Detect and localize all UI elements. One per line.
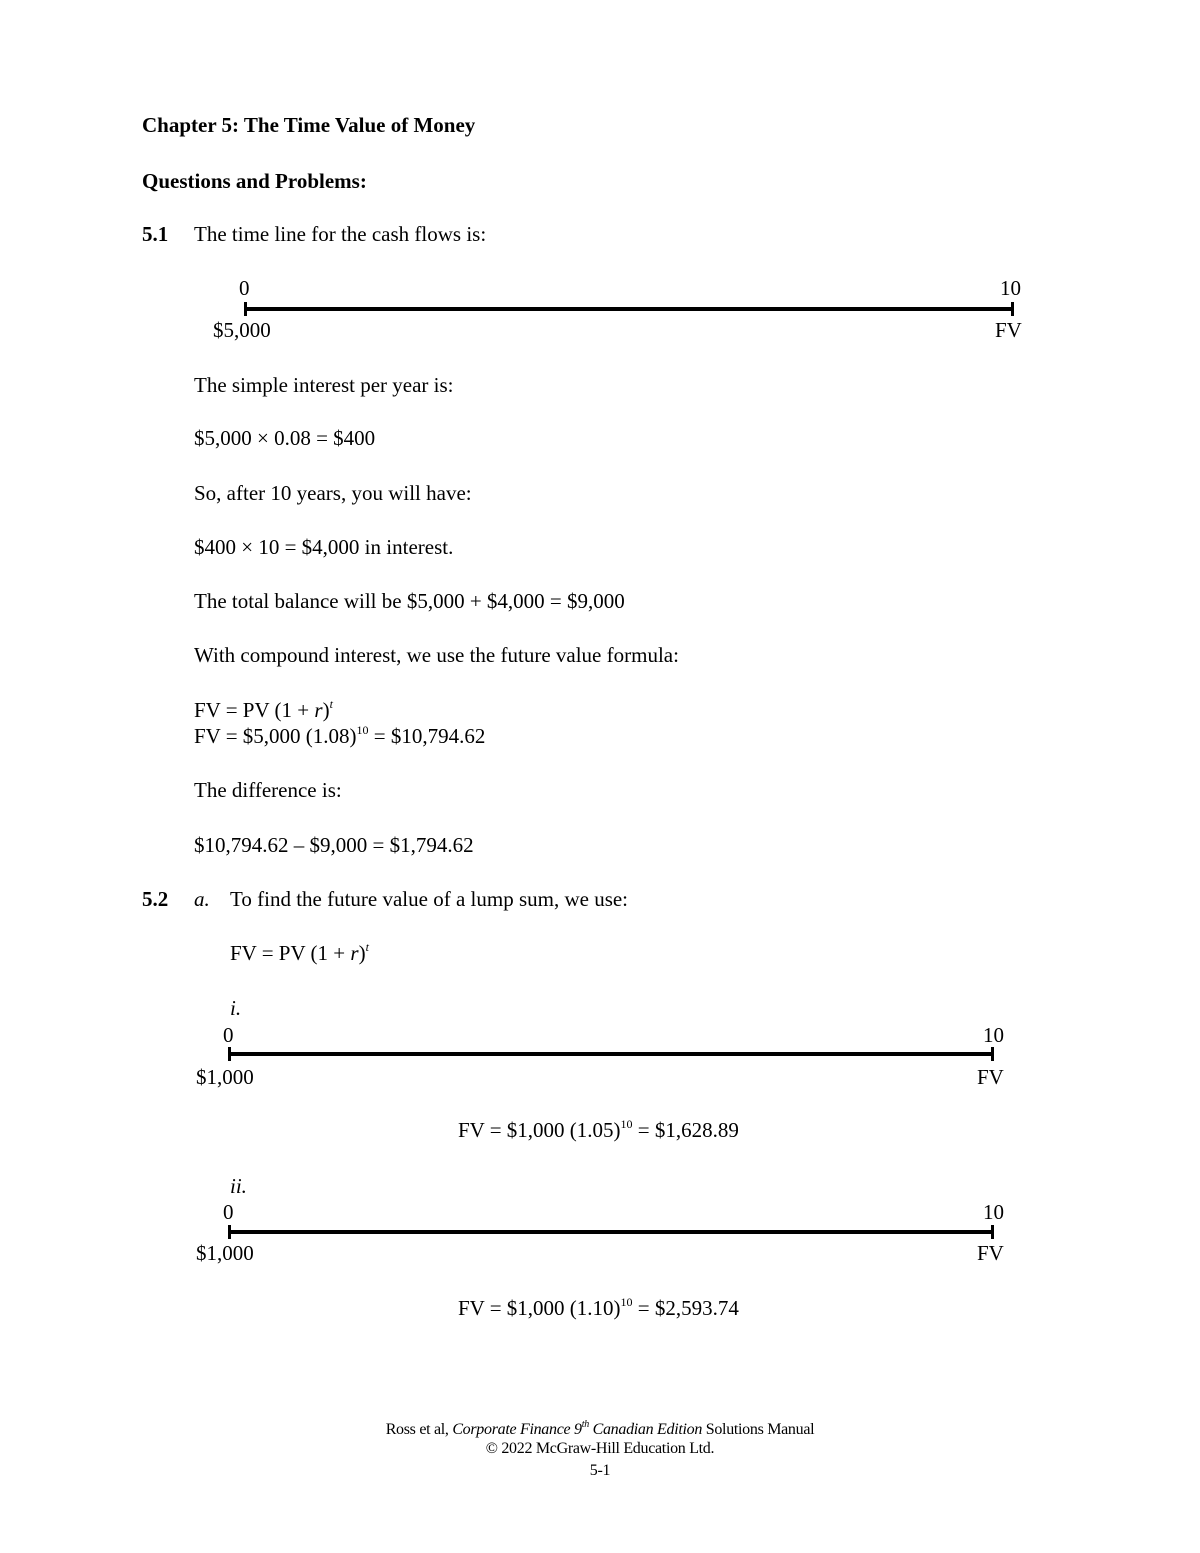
footer-citation: Ross et al, Corporate Finance 9th Canadian Edition Solutions Manual (385, 1419, 815, 1438)
total-balance-text: The total balance will be $5,000 + $4,000 = $9,000 (194, 589, 625, 613)
timeline-start-period: 0 (239, 276, 250, 300)
fv-formula: FV = PV $(1 + r)^t$ (194, 697, 333, 722)
timeline-start-tick (228, 1225, 231, 1239)
timeline-end-period: 10 (1000, 276, 1021, 300)
fv-compound-calc: FV = $5,000 $(1.08)^{10}$ = $10,794.62 (194, 723, 486, 748)
timeline-end-tick (1011, 302, 1014, 316)
timeline-end-period: 10 (983, 1023, 1004, 1047)
after-years-label: So, after 10 years, you will have: (194, 481, 472, 505)
timeline-bar (245, 307, 1014, 311)
problem-number-5-1: 5.1 (142, 222, 169, 246)
timeline-start-tick (244, 302, 247, 316)
simple-interest-label: The simple interest per year is: (194, 373, 454, 397)
chapter-title: Chapter 5: The Time Value of Money (142, 113, 476, 137)
timeline-start-period: 0 (223, 1200, 234, 1224)
timeline-end-tick (991, 1047, 994, 1061)
difference-label: The difference is: (194, 778, 342, 802)
case-i-calc: FV = $1,000 $(1.05)^{10}$ = $1,628.89 (458, 1117, 739, 1142)
timeline-start-value: $1,000 (196, 1241, 254, 1265)
timeline-bar (229, 1230, 994, 1234)
compound-interest-text: With compound interest, we use the future value formula: (194, 643, 679, 667)
problem-5-2-part: a. (194, 887, 210, 911)
page-number: 5-1 (589, 1462, 611, 1479)
timeline-bar (229, 1052, 994, 1056)
timeline-start-value: $5,000 (213, 318, 271, 342)
timeline-end-value: FV (977, 1065, 1004, 1089)
footer-copyright: © 2022 McGraw-Hill Education Ltd. (485, 1440, 715, 1457)
timeline-start-tick (228, 1047, 231, 1061)
interest-total-calc: $400 × 10 = $4,000 in interest. (194, 535, 454, 559)
fv-formula-5-2: FV = PV $(1 + r)^t$ (230, 940, 369, 965)
case-ii-calc: FV = $1,000 $(1.10)^{10}$ = $2,593.74 (458, 1295, 739, 1320)
simple-interest-calc: $5,000 × 0.08 = $400 (194, 426, 376, 450)
timeline-end-value: FV (995, 318, 1022, 342)
difference-calc: $10,794.62 – $9,000 = $1,794.62 (194, 833, 474, 857)
problem-5-2-intro: To find the future value of a lump sum, we use: (230, 887, 629, 911)
case-i-label: i. (230, 996, 242, 1020)
section-title: Questions and Problems: (142, 169, 367, 193)
problem-5-1-intro: The time line for the cash flows is: (194, 222, 487, 246)
timeline-end-period: 10 (983, 1200, 1004, 1224)
timeline-start-period: 0 (223, 1023, 234, 1047)
case-ii-label: ii. (230, 1174, 247, 1198)
timeline-end-value: FV (977, 1241, 1004, 1265)
problem-number-5-2: 5.2 (142, 887, 169, 911)
timeline-start-value: $1,000 (196, 1065, 254, 1089)
timeline-end-tick (991, 1225, 994, 1239)
